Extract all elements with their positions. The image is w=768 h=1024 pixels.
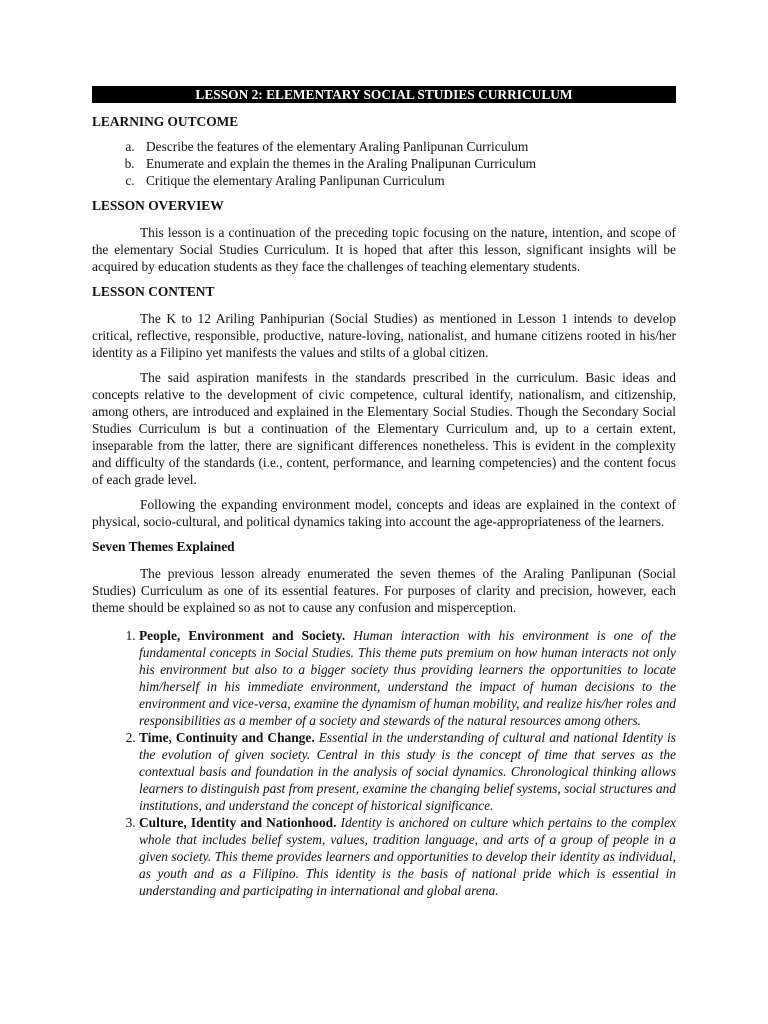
lesson-overview-paragraph: This lesson is a continuation of the preceding topic focusing on the nature, intention, and scope of the elementary Social Studies Curriculum. It is hoped that after this lesson, significant insights will be acquired by education students as they face the challenges of teaching elementary students. (92, 225, 676, 274)
list-item: a. Describe the features of the elementary Araling Panlipunan Curriculum (138, 138, 676, 155)
theme-item (139, 729, 676, 814)
theme-description: Human interaction with his environment is one of the fundamental concepts in Social Studies. This theme puts premium on how human interacts not only his environment but also to a bigger society thus providing learners the opportunities to locate him/herself in his immediate environment, understand the impact of human decisions to the environment and vice-versa, examine the dynamism of human mobility, and realize his/her roles and responsibilities as a member of a society and stewards of the natural resources among others. (139, 628, 676, 728)
lesson-content-paragraph: Following the expanding environment model, concepts and ideas are explained in the context of physical, socio-cultural, and political dynamics taking into account the age-appropriateness of the learners. (92, 497, 676, 529)
lesson-content-heading: LESSON CONTENT (92, 284, 215, 299)
lesson-content-paragraph: The said aspiration manifests in the standards prescribed in the curriculum. Basic ideas and concepts relative to the development of civic competence, cultural identify, nationalism, and citizenship, among others, are introduced and explained in the Elementary Social Studies. Though the Secondary Social Studies Curriculum is but a continuation of the Elementary Curriculum and, up to a certain extent, inseparable from the latter, there are significant differences nonetheless. This is evident in the complexity and difficulty of the standards (i.e., content, performance, and learning competencies) and the content focus of each grade level. (92, 370, 676, 487)
learning-outcome-list (92, 138, 676, 189)
seven-themes-heading: Seven Themes Explained (92, 539, 235, 554)
learning-outcome-heading: LEARNING OUTCOME (92, 114, 239, 129)
theme-title: People, Environment and Society. (139, 628, 346, 643)
theme-item (139, 814, 676, 899)
lesson-content-paragraph: The K to 12 Ariling Panhipurian (Social Studies) as mentioned in Lesson 1 intends to develop critical, reflective, responsible, productive, nature-loving, nationalist, and humane citizens rooted in his/her identity as a Filipino yet manifests the values and stilts of a global citizen. (92, 311, 676, 360)
themes-list (92, 627, 676, 899)
seven-themes-intro: The previous lesson already enumerated the seven themes of the Araling Panlipunan (Social Studies) Curriculum as one of its essential features. For purposes of clarity and precision, however, each theme should be explained so as not to cause any confusion and misperception. (92, 566, 676, 615)
document-content (92, 86, 676, 899)
lesson-title: LESSON 2: ELEMENTARY SOCIAL STUDIES CURRICULUM (92, 86, 676, 103)
theme-description: Essential in the understanding of cultural and national Identity is the evolution of given society. Central in this study is the concept of time that serves as the contextual basis and foundation in the analysis of social dynamics. Chronological thinking allows learners to distinguish past from present, examine the changing belief systems, social structures and institutions, and understand the concept of historical significance. (139, 730, 676, 813)
theme-title: Culture, Identity and Nationhood. (139, 815, 337, 830)
list-item: c. Critique the elementary Araling Panlipunan Curriculum (138, 172, 676, 189)
lesson-overview-heading: LESSON OVERVIEW (92, 198, 224, 213)
list-item: b. Enumerate and explain the themes in the Araling Pnalipunan Curriculum (138, 155, 676, 172)
theme-item (139, 627, 676, 729)
theme-description: Identity is anchored on culture which pertains to the complex whole that includes belief system, values, tradition language, and arts of a group of people in a given society. This theme provides learners and opportunities to develop their identity as individual, as youth and as a Filipino. This identity is the basis of national pride which is essential in understanding and participating in international and global arena. (139, 815, 676, 898)
theme-title: Time, Continuity and Change. (139, 730, 315, 745)
